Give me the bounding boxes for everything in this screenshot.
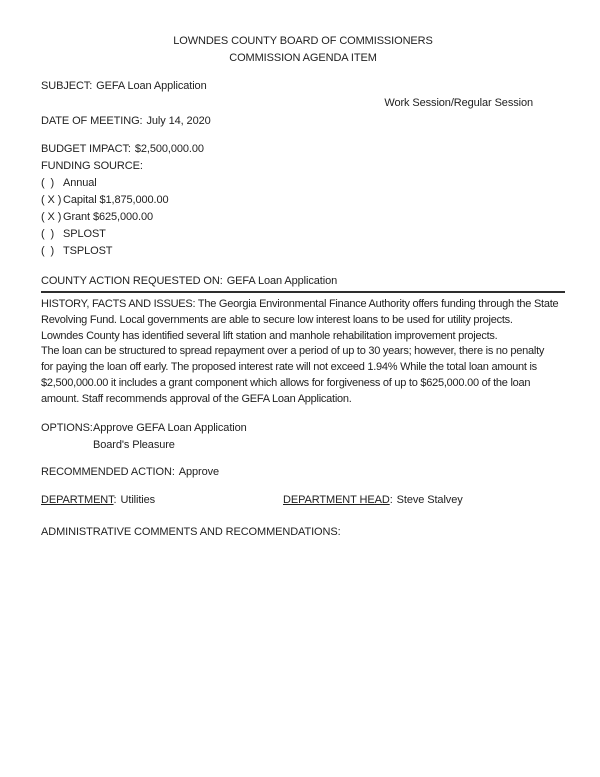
department-value: Utilities	[120, 493, 156, 506]
title-org: LOWNDES COUNTY BOARD OF COMMISSIONERS	[173, 35, 433, 47]
department-head-value: Steve Stalvey	[396, 493, 463, 506]
funding-option-grant	[41, 209, 565, 226]
meeting-date-value: July 14, 2020	[146, 115, 211, 127]
checkbox-mark: ( X )	[41, 211, 62, 223]
subject-label: SUBJECT:	[41, 80, 93, 92]
checkbox-mark: ( X )	[41, 194, 62, 206]
county-action-value: GEFA Loan Application	[226, 275, 338, 287]
funding-option-capital	[41, 192, 565, 209]
option-item: Board's Pleasure	[93, 438, 175, 451]
history-line: The loan can be structured to spread repayment over a period of up to 30 years; however, there is no penalty	[41, 345, 545, 358]
document-title	[41, 33, 565, 67]
checkbox-mark: ( )	[41, 177, 55, 189]
checkbox-mark: ( )	[41, 245, 55, 257]
county-action-line	[41, 273, 565, 290]
meeting-date-line	[41, 113, 565, 130]
history-line: for paying the loan off early. The proposed interest rate will not exceed 1.94% While the total loan amount is	[41, 361, 537, 374]
checkbox-mark: ( )	[41, 228, 55, 240]
horizontal-rule	[41, 291, 565, 293]
department-line	[41, 492, 565, 509]
session-type: Work Session/Regular Session	[384, 97, 533, 109]
options-block	[41, 420, 565, 454]
history-line: amount. Staff recommends approval of the GEFA Loan Application.	[41, 392, 352, 405]
history-line: HISTORY, FACTS AND ISSUES: The Georgia Environmental Finance Authority offers funding through the State	[41, 298, 559, 310]
department-separator: :	[113, 493, 117, 506]
subject-line	[41, 78, 565, 95]
funding-option-label: Capital $1,875,000.00	[63, 194, 169, 206]
funding-option-annual	[41, 175, 565, 192]
funding-option-label: Annual	[63, 177, 97, 189]
subject-value: GEFA Loan Application	[96, 80, 207, 92]
title-doc-type: COMMISSION AGENDA ITEM	[229, 52, 377, 64]
funding-option-tsplost	[41, 243, 565, 260]
department-head-label: DEPARTMENT HEAD	[283, 493, 390, 506]
budget-impact-label: BUDGET IMPACT:	[41, 143, 131, 155]
recommended-action-value: Approve	[178, 465, 220, 478]
history-line: Revolving Fund. Local governments are able to secure low interest loans to be used for utility projects.	[41, 313, 513, 326]
funding-option-label: SPLOST	[63, 228, 106, 240]
funding-option-splost	[41, 226, 565, 243]
meeting-date-label: DATE OF MEETING:	[41, 115, 143, 127]
funding-option-label: Grant $625,000.00	[63, 211, 154, 223]
department-label: DEPARTMENT	[41, 493, 114, 506]
history-line: $2,500,000.00 it includes a grant component which allows for forgiveness of up to $625,000.00 of the loan	[41, 376, 531, 389]
department-field	[41, 492, 283, 509]
department-head-separator: :	[389, 493, 393, 506]
funding-source-label: FUNDING SOURCE:	[41, 160, 143, 172]
department-head-field	[283, 492, 463, 509]
recommended-action-line	[41, 464, 565, 481]
option-item: Approve GEFA Loan Application	[93, 421, 247, 434]
recommended-action-label: RECOMMENDED ACTION:	[41, 465, 175, 478]
admin-comments-label: ADMINISTRATIVE COMMENTS AND RECOMMENDATIONS:	[41, 525, 341, 538]
funding-option-label: TSPLOST	[63, 245, 113, 257]
budget-impact-line	[41, 141, 565, 158]
options-list	[93, 420, 247, 454]
history-line: Lowndes County has identified several lift station and manhole rehabilitation improvement projects.	[41, 329, 498, 342]
history-paragraph	[41, 297, 565, 408]
county-action-label: COUNTY ACTION REQUESTED ON:	[41, 275, 223, 287]
options-label: OPTIONS:	[41, 421, 93, 434]
budget-impact-value: $2,500,000.00	[134, 143, 204, 155]
